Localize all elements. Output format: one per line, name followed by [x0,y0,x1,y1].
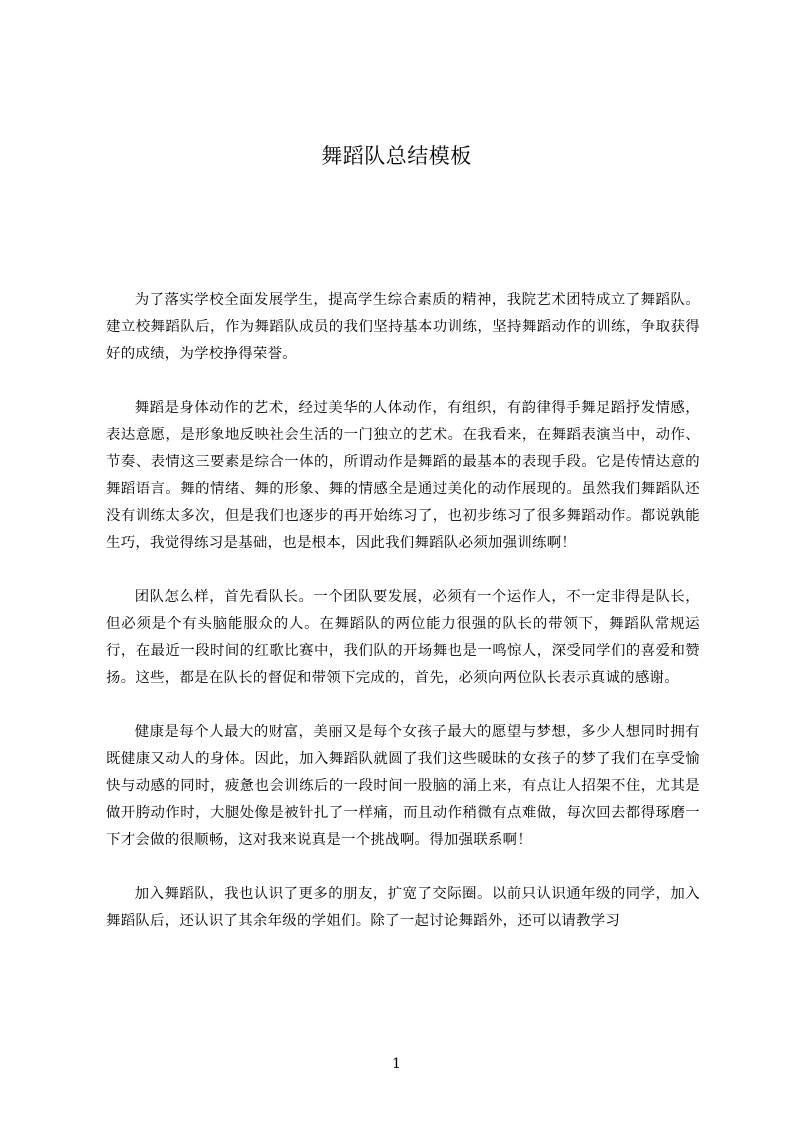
document-body [106,287,700,962]
paragraph: 舞蹈是身体动作的艺术，经过美华的人体动作，有组织，有韵律得手舞足蹈抒发情感，表达意愿，是形象地反映社会生活的一门独立的艺术。在我看来，在舞蹈表演当中，动作、节奏、表情这三要素是综合一体的，所谓动作是舞蹈的最基本的表现手段。它是传情达意的舞蹈语言。舞的情绪、舞的形象、舞的情感全是通过美化的动作展现的。虽然我们舞蹈队还没有训练太多次，但是我们也逐步的再开始练习了，也初步练习了很多舞蹈动作。都说孰能生巧，我觉得练习是基础，也是根本，因此我们舞蹈队必须加强训练啊！ [106,400,700,551]
paragraph: 健康是每个人最大的财富，美丽又是每个女孩子最大的愿望与梦想，多少人想同时拥有既健康又动人的身体。因此，加入舞蹈队就圆了我们这些暖昧的女孩子的梦了我们在享受愉快与动感的同时，疲惫也会训练后的一段时间一股脑的涌上来，有点让人招架不住，尤其是做开胯动作时，大腿处像是被针扎了一样痛，而且动作稍微有点难做，每次回去都得琢磨一下才会做的很顺畅，这对我来说真是一个挑战啊。得加强联系啊！ [106,724,700,848]
paragraph: 团队怎么样，首先看队长。一个团队要发展，必须有一个运作人，不一定非得是队长，但必须是个有头脑能服众的人。在舞蹈队的两位能力很强的队长的带领下，舞蹈队常规运行，在最近一段时间的红歌比赛中，我们队的开场舞也是一鸣惊人，深受同学们的喜爱和赞扬。这些，都是在队长的督促和带领下完成的，首先，必须向两位队长表示真诚的感谢。 [106,589,700,686]
paragraph: 加入舞蹈队，我也认识了更多的朋友，扩宽了交际圈。以前只认识通年级的同学，加入舞蹈队后，还认识了其余年级的学姐们。除了一起讨论舞蹈外，还可以请教学习 [106,886,700,929]
document-title: 舞蹈队总结模板 [321,144,472,168]
page-number: 1 [392,1056,401,1072]
paragraph: 为了落实学校全面发展学生，提高学生综合素质的精神，我院艺术团特成立了舞蹈队。建立校舞蹈队后，作为舞蹈队成员的我们坚持基本功训练，坚持舞蹈动作的训练，争取获得好的成绩，为学校挣得荣誉。 [106,292,700,362]
